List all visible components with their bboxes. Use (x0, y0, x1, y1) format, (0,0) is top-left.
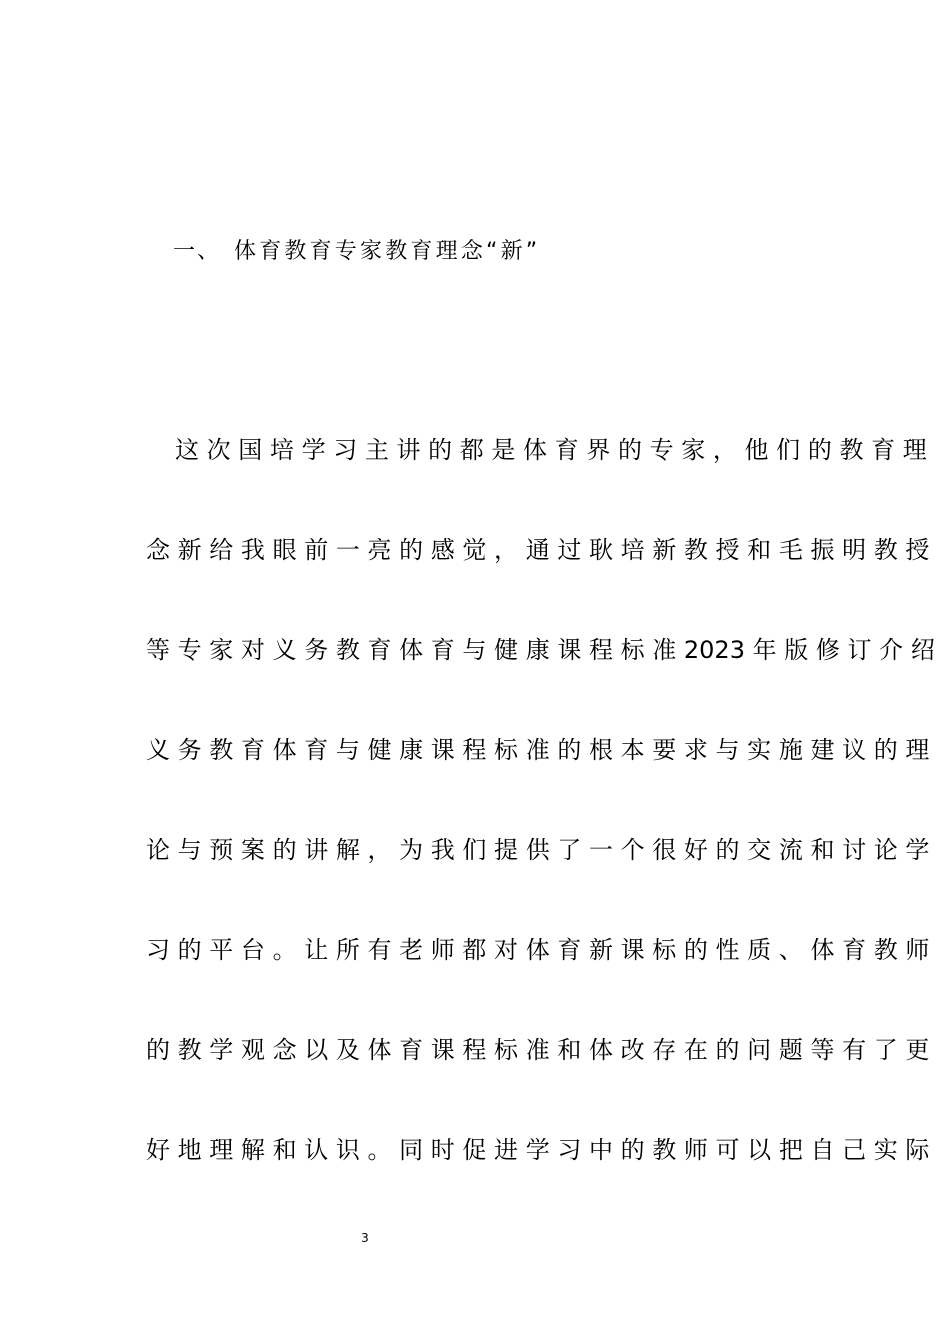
page-number: 3 (361, 1231, 369, 1245)
paragraph-line: 论 与 预 案 的 讲 解 ， 为 我 们 提 供 了 一 个 很 好 的 交 流 和 讨 论 学 (146, 836, 930, 864)
paragraph-line: 义 务 教 育 体 育 与 健 康 课 程 标 准 的 根 本 要 求 与 实 施 建 议 的 理 (146, 736, 930, 764)
section-title: 体育教育专家教育理念“新” (234, 239, 541, 264)
paragraph-line: 等 专 家 对 义 务 教 育 体 育 与 健 康 课 程 标 准 2023 年 版 修 订 介 绍 (146, 636, 935, 664)
paragraph-line: 念 新 给 我 眼 前 一 亮 的 感 觉 ， 通 过 耿 培 新 教 授 和 毛 振 明 教 授 (146, 536, 930, 564)
paragraph-line: 习 的 平 台 。 让 所 有 老 师 都 对 体 育 新 课 标 的 性 质 、 体 育 教 师 (146, 936, 930, 964)
paragraph-line: 这 次 国 培 学 习 主 讲 的 都 是 体 育 界 的 专 家 ， 他 们 的 教 育 理 (175, 436, 927, 464)
paragraph-line: 的 教 学 观 念 以 及 体 育 课 程 标 准 和 体 改 存 在 的 问 题 等 有 了 更 (146, 1036, 930, 1064)
section-number: 一、 (173, 239, 222, 264)
paragraph-line: 好 地 理 解 和 认 识 。 同 时 促 进 学 习 中 的 教 师 可 以 把 自 己 实 际 (146, 1136, 930, 1164)
